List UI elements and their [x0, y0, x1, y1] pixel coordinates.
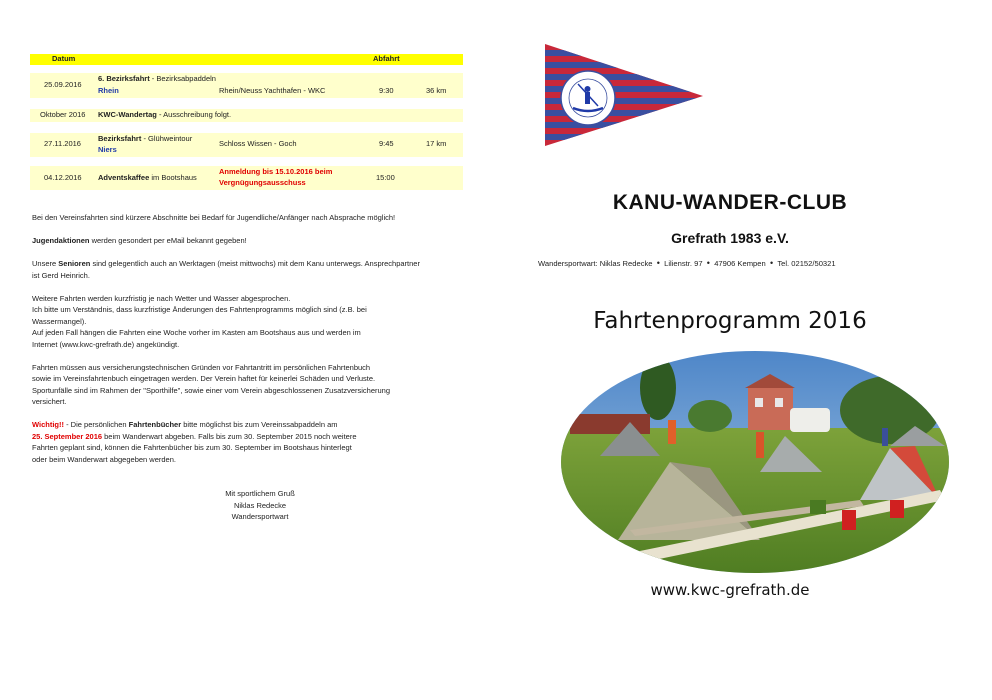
row-distance: 36 km [426, 86, 447, 95]
row-time: 9:45 [379, 139, 394, 148]
info-text [32, 212, 452, 477]
table-row [30, 166, 463, 190]
row-route: Schloss Wissen - Goch [219, 139, 297, 148]
paragraph: Jugendaktionen werden gesondert per eMail bekannt gegeben! [32, 236, 247, 245]
col-abfahrt: Abfahrt [373, 54, 400, 63]
signature [180, 488, 340, 523]
row-date: 25.09.2016 [44, 80, 82, 89]
table-row [30, 133, 463, 157]
paragraph: Fahrten müssen aus versicherungstechnischen Gründen vor Fahrtantritt im persönlichen Fahrtenbuch sowie im Vereinsfahrtenbuch eingetragen werden. Der Verein haftet für keinerlei Schäden und Verluste. Sportunfälle sind im Rahmen der "Sporthilfe", sowie einer vom Verein abgeschlossenen Zusatzversicherung versichert. [32, 362, 391, 406]
club-pennant-logo [543, 44, 705, 146]
row-time: 15:00 [376, 173, 395, 182]
club-address: Wandersportwart: Niklas Redecke • Lilienstr. 97 • 47906 Kempen • Tel. 02152/50321 [538, 258, 836, 268]
table-row [30, 73, 463, 98]
signature-name: Niklas Redecke [233, 500, 287, 510]
row-river: Niers [98, 145, 117, 154]
row-note-1: Anmeldung bis 15.10.2016 beim [219, 167, 333, 176]
row-distance: 17 km [426, 139, 447, 148]
row-note-2: Vergnügungsausschuss [219, 178, 306, 187]
row-date: Oktober 2016 [40, 110, 86, 119]
paragraph: Wichtig!! - Die persönlichen Fahrtenbücher bitte möglichst bis zum Vereinssabpaddeln am 25. September 2016 beim Wanderwart abgeben. Falls bis zum 30. September 2015 noch weitere Fahrten geplant sind, können die Fahrtenbücher bis zum 30. September im Bootshaus hinterlegt oder beim Wanderwart abgegeben werden. [32, 420, 357, 464]
col-datum: Datum [52, 54, 76, 63]
row-route: Rhein/Neuss Yachthafen - WKC [219, 86, 326, 95]
row-time: 9:30 [379, 86, 394, 95]
row-date: 27.11.2016 [44, 139, 81, 148]
row-title: Adventskaffee im Bootshaus [98, 173, 197, 182]
table-header [30, 54, 463, 65]
row-date: 04.12.2016 [44, 173, 82, 182]
row-title: 6. Bezirksfahrt - Bezirksabpaddeln [98, 74, 216, 83]
signature-greeting: Mit sportlichem Gruß [225, 489, 295, 498]
club-subtitle: Grefrath 1983 e.V. [671, 230, 789, 246]
row-title: KWC-Wandertag - Ausschreibung folgt. [98, 110, 232, 119]
program-title: Fahrtenprogramm 2016 [593, 308, 867, 334]
paragraph: Bei den Vereinsfahrten sind kürzere Abschnitte bei Bedarf für Jugendliche/Anfänger nach Absprache möglich! [32, 213, 396, 222]
club-name: KANU-WANDER-CLUB [612, 191, 848, 214]
row-river: Rhein [98, 86, 119, 95]
website-url: www.kwc-grefrath.de [650, 581, 810, 599]
campsite-photo [560, 350, 950, 575]
signature-role: Wandersportwart [231, 512, 289, 521]
table-row [30, 109, 463, 122]
row-title: Bezirksfahrt - Glühweintour [98, 134, 193, 143]
paragraph: Unsere Senioren sind gelegentlich auch an Werktagen (meist mittwochs) mit dem Kanu unterwegs. Ansprechpartner ist Gerd Heinrich. [32, 259, 420, 280]
paragraph: Weitere Fahrten werden kurzfristig je nach Wetter und Wasser abgesprochen. Ich bitte um Verständnis, dass kurzfristige Änderungen des Fahrtenprogramms möglich sind (z.B. bei Wassermangel). Auf jeden Fall hängen die Fahrten eine Woche vorher im Kasten am Bootshaus aus und werden im Internet (www.kwc-grefrath.de) angekündigt. [32, 293, 367, 349]
